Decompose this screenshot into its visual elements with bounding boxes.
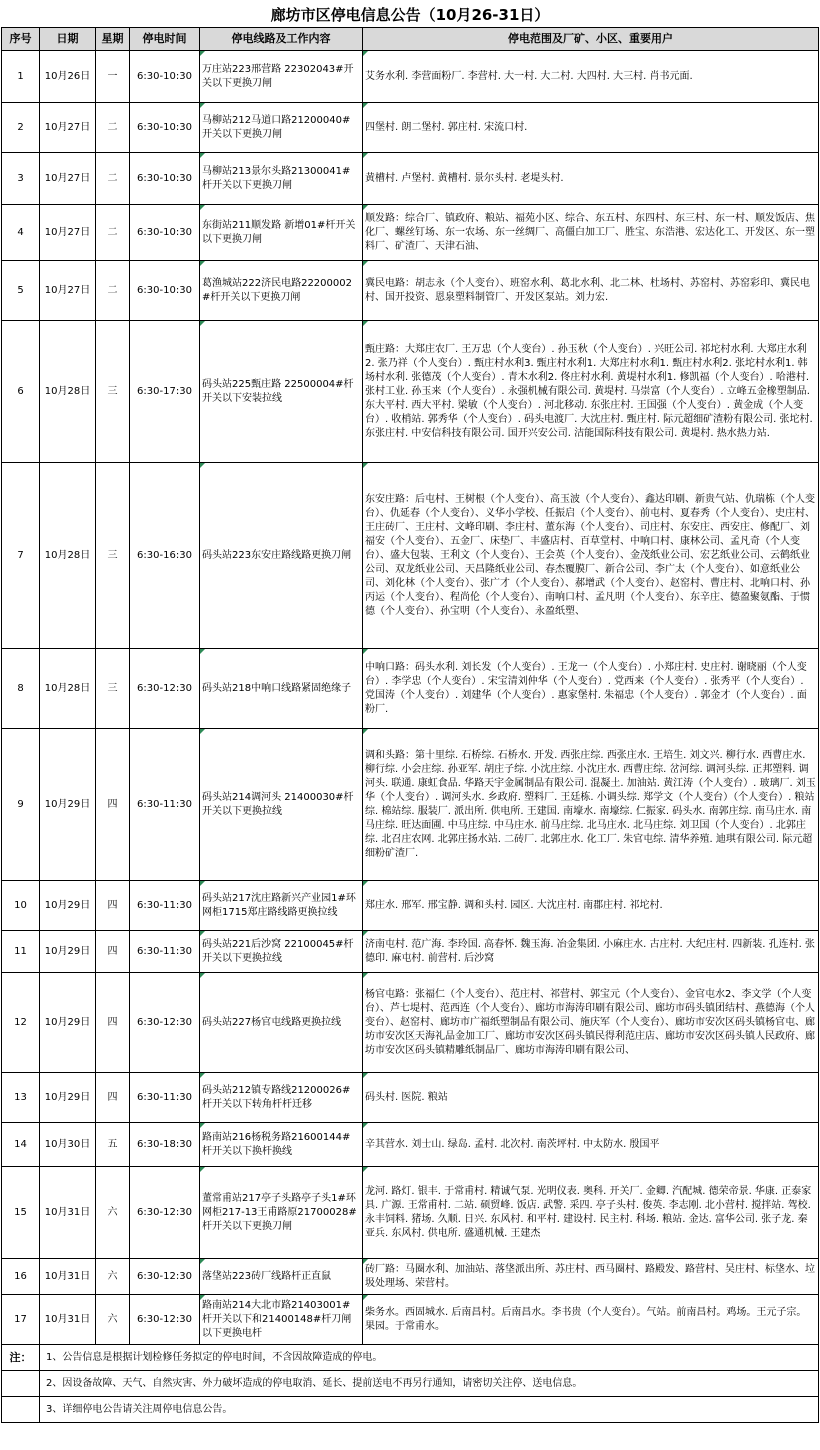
row-time: 6:30-11:30 bbox=[130, 1073, 200, 1123]
table-row bbox=[2, 1295, 819, 1345]
row-week: 三 bbox=[96, 649, 130, 729]
row-time: 6:30-12:30 bbox=[130, 1167, 200, 1259]
row-week: 二 bbox=[96, 153, 130, 205]
row-no: 16 bbox=[2, 1259, 40, 1295]
row-line: 路南站214大北市路21403001#杆开关以下和21400148#杆刀闸以下更换电杆 bbox=[200, 1295, 363, 1345]
row-week: 六 bbox=[96, 1167, 130, 1259]
row-week: 四 bbox=[96, 973, 130, 1073]
row-area: 四堡村. 朗二堡村. 郭庄村. 宋流口村. bbox=[363, 103, 819, 153]
row-no: 17 bbox=[2, 1295, 40, 1345]
row-time: 6:30-16:30 bbox=[130, 463, 200, 649]
row-area: 码头村. 医院. 粮站 bbox=[363, 1073, 819, 1123]
row-no: 10 bbox=[2, 881, 40, 931]
note-label: 注： bbox=[2, 1345, 40, 1371]
row-line: 葛渔城站222济民电路22200002#杆开关以下更换刀闸 bbox=[200, 261, 363, 321]
table-row bbox=[2, 321, 819, 463]
row-week: 四 bbox=[96, 729, 130, 881]
row-area: 郑庄水. 邢军. 邢宝静. 调和头村. 园区. 大沈庄村. 南郡庄村. 祁坨村. bbox=[363, 881, 819, 931]
note-row bbox=[2, 1397, 819, 1423]
header-time: 停电时间 bbox=[130, 28, 200, 51]
note-row bbox=[2, 1345, 819, 1371]
row-area: 艾务水利. 李营面粉厂. 李营村. 大一村. 大二村. 大四村. 大三村. 肖书元面. bbox=[363, 51, 819, 103]
page-title: 廊坊市区停电信息公告（10月26-31日） bbox=[270, 6, 550, 24]
table-row bbox=[2, 1167, 819, 1259]
row-time: 6:30-12:30 bbox=[130, 973, 200, 1073]
row-line: 码头站223东安庄路线路更换刀闸 bbox=[200, 463, 363, 649]
row-time: 6:30-10:30 bbox=[130, 103, 200, 153]
row-line: 码头站214调河头 21400030#杆开关以下更换拉线 bbox=[200, 729, 363, 881]
row-week: 四 bbox=[96, 881, 130, 931]
row-date: 10月27日 bbox=[40, 205, 96, 261]
note-spacer bbox=[2, 1371, 40, 1397]
row-line: 码头站217沈庄路新兴产业园1#环网柜1715郑庄路线路更换拉线 bbox=[200, 881, 363, 931]
table-row bbox=[2, 1073, 819, 1123]
header-line: 停电线路及工作内容 bbox=[200, 28, 363, 51]
row-line: 马柳站213景尔头路21300041#杆开关以下更换刀闸 bbox=[200, 153, 363, 205]
row-area: 顺发路：综合厂、镇政府、粮站、福苑小区、综合、东五村、东四村、东三村、东一村、顺发饭店、焦化厂、螺丝钉场、东一农场、东一丝绸厂、高僵白加工厂、胜宝、东浩港、宏达化工、开发区、东一塑料厂、矿渣厂、天津石油、 bbox=[363, 205, 819, 261]
table-row bbox=[2, 881, 819, 931]
row-week: 四 bbox=[96, 1073, 130, 1123]
row-week: 四 bbox=[96, 931, 130, 973]
row-no: 13 bbox=[2, 1073, 40, 1123]
row-week: 六 bbox=[96, 1259, 130, 1295]
row-no: 3 bbox=[2, 153, 40, 205]
row-date: 10月29日 bbox=[40, 1073, 96, 1123]
row-area: 冀民电路：胡志永（个人变台）、班窑水利、葛北水利、北二林、杜场村、苏窑村、苏窑彩印、冀民电村、国开投资、恩泉塑料制管厂、开发区泵站。刘力宏. bbox=[363, 261, 819, 321]
row-time: 6:30-12:30 bbox=[130, 649, 200, 729]
row-date: 10月29日 bbox=[40, 881, 96, 931]
row-line: 马柳站212马道口路21200040#开关以下更换刀闸 bbox=[200, 103, 363, 153]
header-date: 日期 bbox=[40, 28, 96, 51]
row-area: 中响口路：码头水利. 刘长发（个人变台）. 王龙一（个人变台）. 小郑庄村. 史庄村. 谢晓丽（个人变台）. 李学忠（个人变台）. 宋宝清刘仲华（个人变台）. 党西来（个人变台）. 张秀平（个人变台）. 党国涛（个人变台）. 刘建华（个人变台）. 惠家堡村. 朱福忠（个人变台）. 郭金才（个人变台）. 面粉厂. bbox=[363, 649, 819, 729]
row-area: 龙河. 路灯. 银丰. 于常甫村. 精诚气泵. 光明仪表. 奥科. 开关厂. 金卿. 汽配城. 德荣帝景. 华康. 正泰家具. 广源. 王常甫村. 二站. 硕贸峰. 饭店. 武警. 采四. 亭子头村. 俊英. 李志刚. 北小营村. 搅拌站. 驾校. 永丰饲料. 猪场. 久顺. 日兴. 东风村. 和平村. 建设村. 民主村. 科场. 粮站. 金达. 富华公司. 张子龙. 秦亚兵. 东风村. 供电所. 盛通机械. 王建杰 bbox=[363, 1167, 819, 1259]
row-area: 柴务水。西固城水. 后南昌村。后南昌水。李书贵（个人变台）。气站。前南昌村。鸡场。王元子宗。果园。于常甫水。 bbox=[363, 1295, 819, 1345]
row-date: 10月27日 bbox=[40, 261, 96, 321]
row-line: 码头站227杨官屯线路更换拉线 bbox=[200, 973, 363, 1073]
row-date: 10月31日 bbox=[40, 1259, 96, 1295]
row-line: 董常甫站217亭子头路亭子头1#环网柜217-13王甫路原21700028#杆开关以下更换刀闸 bbox=[200, 1167, 363, 1259]
row-date: 10月27日 bbox=[40, 153, 96, 205]
row-date: 10月27日 bbox=[40, 103, 96, 153]
row-time: 6:30-12:30 bbox=[130, 1295, 200, 1345]
row-week: 三 bbox=[96, 321, 130, 463]
row-no: 11 bbox=[2, 931, 40, 973]
note-text: 3、详细停电公告请关注周停电信息公告。 bbox=[40, 1397, 819, 1423]
row-no: 9 bbox=[2, 729, 40, 881]
note-text: 2、因设备故障、天气、自然灾害、外力破坏造成的停电取消、延长、提前送电不再另行通知，请密切关注停、送电信息。 bbox=[40, 1371, 819, 1397]
row-date: 10月31日 bbox=[40, 1167, 96, 1259]
row-no: 4 bbox=[2, 205, 40, 261]
row-line: 落垡站223砖厂线路杆正直鼠 bbox=[200, 1259, 363, 1295]
row-area: 黄槽村. 卢堡村. 黄槽村. 景尔头村. 老堤头村. bbox=[363, 153, 819, 205]
row-area: 济南屯村. 范广海. 李玲国. 高春怀. 魏玉海. 冶金集团. 小麻庄水. 古庄村. 大纪庄村. 四新装. 孔连村. 张德印. 麻屯村. 前营村. 后沙窝 bbox=[363, 931, 819, 973]
table-row bbox=[2, 261, 819, 321]
note-text: 1、公告信息是根据计划检修任务拟定的停电时间，不含因故障造成的停电。 bbox=[40, 1345, 819, 1371]
row-no: 5 bbox=[2, 261, 40, 321]
row-date: 10月29日 bbox=[40, 973, 96, 1073]
row-time: 6:30-10:30 bbox=[130, 153, 200, 205]
note-row bbox=[2, 1371, 819, 1397]
row-date: 10月31日 bbox=[40, 1295, 96, 1345]
row-area: 砖厂路：马圈水利、加油站、落垡派出所、苏庄村、西马圈村、路殿发、路营村、吴庄村、标垡水、垃圾处理场、荣营村。 bbox=[363, 1259, 819, 1295]
header-no: 序号 bbox=[2, 28, 40, 51]
row-no: 6 bbox=[2, 321, 40, 463]
table-row bbox=[2, 973, 819, 1073]
row-no: 7 bbox=[2, 463, 40, 649]
row-date: 10月28日 bbox=[40, 463, 96, 649]
table-row bbox=[2, 51, 819, 103]
table-row bbox=[2, 1123, 819, 1167]
row-area: 甄庄路：大郑庄农厂. 王万忠（个人变台）. 孙玉秋（个人变台）. 兴旺公司. 祁坨村水利. 大郑庄水利2. 张乃祥（个人变台）. 甄庄村水利3. 甄庄村水利1. 大郑庄村水利1. 甄庄村水利2. 张坨村水利1. 韩场村水利. 张德茂（个人变台）. 青木水利2. 佟庄村水利. 黄堤村水利1. 修凯福（个人变台）. 哈港村. 张村工业. 孙玉来（个人变台）. 永强机械有限公司. 黄堤村. 马崇富（个人变台）. 立峰五金橡塑制品. 东大平村. 西大平村. 梁敏（个人变台）. 河北移动. 东张庄村. 王国强（个人变台）. 黄金成（个人变台）. 收梢站. 郭秀华（个人变台）. 码头电渡厂. 大沈庄村. 甄庄村. 际元超细矿渣粉有限公司. 张坨村. 东张庄村. 中安信科技有限公司. 国开兴安公司. 洁能国际科技有限公司. 黄堤村. 热水热力站. bbox=[363, 321, 819, 463]
row-time: 6:30-11:30 bbox=[130, 729, 200, 881]
row-line: 路南站216杨税务路21600144#杆开关以下换杆换线 bbox=[200, 1123, 363, 1167]
row-area: 杨官屯路：张福仁（个人变台）、范庄村、祁营村、郭宝元（个人变台）、金官屯水2、李文学（个人变台）、芦七堤村、范西连（个人变台）、廊坊市海涛印刷有限公司、廊坊市码头镇团结村、燕德海（个人变台）、赵窑村、廊坊市广福纸塑制品有限公司、施庆军（个人变台）、廊坊市安次区码头镇杨官屯、廊坊市安次区天海礼品金加工厂、廊坊市安次区码头镇民得利范庄店、廊坊市安次区码头镇人民政府、廊坊市安次区码头镇精雕纸制品厂、廊坊市海涛印刷有限公司、 bbox=[363, 973, 819, 1073]
outage-table bbox=[1, 27, 819, 1423]
row-line: 码头站218中响口线路紧固绝缘子 bbox=[200, 649, 363, 729]
header-week: 星期 bbox=[96, 28, 130, 51]
row-no: 8 bbox=[2, 649, 40, 729]
row-time: 6:30-17:30 bbox=[130, 321, 200, 463]
row-no: 15 bbox=[2, 1167, 40, 1259]
row-no: 14 bbox=[2, 1123, 40, 1167]
row-time: 6:30-12:30 bbox=[130, 1259, 200, 1295]
row-date: 10月28日 bbox=[40, 649, 96, 729]
table-row bbox=[2, 649, 819, 729]
row-time: 6:30-10:30 bbox=[130, 51, 200, 103]
row-no: 2 bbox=[2, 103, 40, 153]
row-time: 6:30-10:30 bbox=[130, 261, 200, 321]
row-line: 东街站211顺发路 新增01#杆开关以下更换刀闸 bbox=[200, 205, 363, 261]
row-date: 10月28日 bbox=[40, 321, 96, 463]
row-week: 六 bbox=[96, 1295, 130, 1345]
row-time: 6:30-11:30 bbox=[130, 931, 200, 973]
row-week: 一 bbox=[96, 51, 130, 103]
row-area: 东安庄路：后屯村、王树根（个人变台）、高玉波（个人变台）、鑫达印刷、新贵气站、仇瑞栋（个人变台）、仇延春（个人变台）、义华小学校、任振启（个人变台）、前屯村、夏春秀（个人变台）、史庄村、王庄砖厂、王庄村、文峰印刷、李庄村、董东海（个人变台）、司庄村、东安庄、西安庄、修配厂、刘福安（个人变台）、五金厂、床垫厂、丰盛店村、百草堂村、中响口村、康林公司、孟凡奇（个人变台）、盛大包装、王利文（个人变台）、王会英（个人变台）、金茂纸业公司、宏艺纸业公司、云鹤纸业公司、双龙纸业公司、天昌隆纸业公司、春杰覆膜厂、新合公司、李广太（个人变台）、如意纸业公司、刘化林（个人变台）、张广才（个人变台）、郝增武（个人变台）、赵窑村、曹庄村、北响口村、孙丙运（个人变台）、程尚伦（个人变台）、南响口村、孟凡明（个人变台）、东辛庄、德盈聚氨酯、于惯德（个人变台）、孙宝明（个人变台）、永盈纸塑、 bbox=[363, 463, 819, 649]
row-week: 五 bbox=[96, 1123, 130, 1167]
row-date: 10月29日 bbox=[40, 729, 96, 881]
table-row bbox=[2, 463, 819, 649]
table-row bbox=[2, 153, 819, 205]
row-no: 12 bbox=[2, 973, 40, 1073]
row-date: 10月29日 bbox=[40, 931, 96, 973]
row-line: 码头站212镇专路线21200026#杆开关以下转角杆杆迁移 bbox=[200, 1073, 363, 1123]
note-spacer bbox=[2, 1397, 40, 1423]
row-time: 6:30-11:30 bbox=[130, 881, 200, 931]
table-row bbox=[2, 205, 819, 261]
row-area: 辛其营水. 刘士山. 绿岛. 孟村. 北次村. 南茨坪村. 中太防水. 殷国平 bbox=[363, 1123, 819, 1167]
header-area: 停电范围及厂矿、小区、重要用户 bbox=[363, 28, 819, 51]
table-row bbox=[2, 103, 819, 153]
row-time: 6:30-18:30 bbox=[130, 1123, 200, 1167]
row-line: 万庄站223邢营路 22302043#开关以下更换刀闸 bbox=[200, 51, 363, 103]
row-date: 10月26日 bbox=[40, 51, 96, 103]
row-week: 二 bbox=[96, 261, 130, 321]
row-line: 码头站225甄庄路 22500004#杆开关以下安装拉线 bbox=[200, 321, 363, 463]
row-area: 调和头路：第十里综. 石桥综. 石桥水. 开发. 西张庄综. 西张庄水. 王培生. 刘文兴. 柳行水. 西曹庄水. 柳行综. 小会庄综. 孙亚军. 胡庄子综. 小沈庄综. 小沈庄水. 西曹庄综. 岔河综. 调河头综. 正邦塑料. 调河头. 联通. 康虹食品. 华路天宇金属制品有限公司. 混凝土. 加油站. 黄江涛（个人变台）. 玻璃厂. 刘玉华（个人变台）. 调河头水. 乡政府. 塑料厂. 王廷栋. 小调头综. 郑学文（个人变台）（个人变台）. 粮站综. 棉站综. 服装厂. 派出所. 供电所. 王建国. 南壕水. 南壕综. 仁振家. 码头水. 南郭庄综. 南马庄水. 南马庄综. 旺达面圃. 中马庄综. 中马庄水. 前马庄综. 北马庄水. 北马庄综. 刘卫国（个人变台）. 北郭庄综. 北召庄农网. 北郭庄扬水站. 二砖厂. 北郭庄水. 化工厂. 朱官屯综. 清华养殖. 迪琪有限公司. 际元超细粉矿渣厂. bbox=[363, 729, 819, 881]
row-week: 三 bbox=[96, 463, 130, 649]
row-date: 10月30日 bbox=[40, 1123, 96, 1167]
table-row bbox=[2, 1259, 819, 1295]
row-line: 码头站221后沙窝 22100045#杆开关以下更换拉线 bbox=[200, 931, 363, 973]
row-week: 二 bbox=[96, 205, 130, 261]
row-week: 二 bbox=[96, 103, 130, 153]
row-no: 1 bbox=[2, 51, 40, 103]
table-header-row bbox=[2, 28, 819, 51]
row-time: 6:30-10:30 bbox=[130, 205, 200, 261]
table-row bbox=[2, 729, 819, 881]
table-row bbox=[2, 931, 819, 973]
